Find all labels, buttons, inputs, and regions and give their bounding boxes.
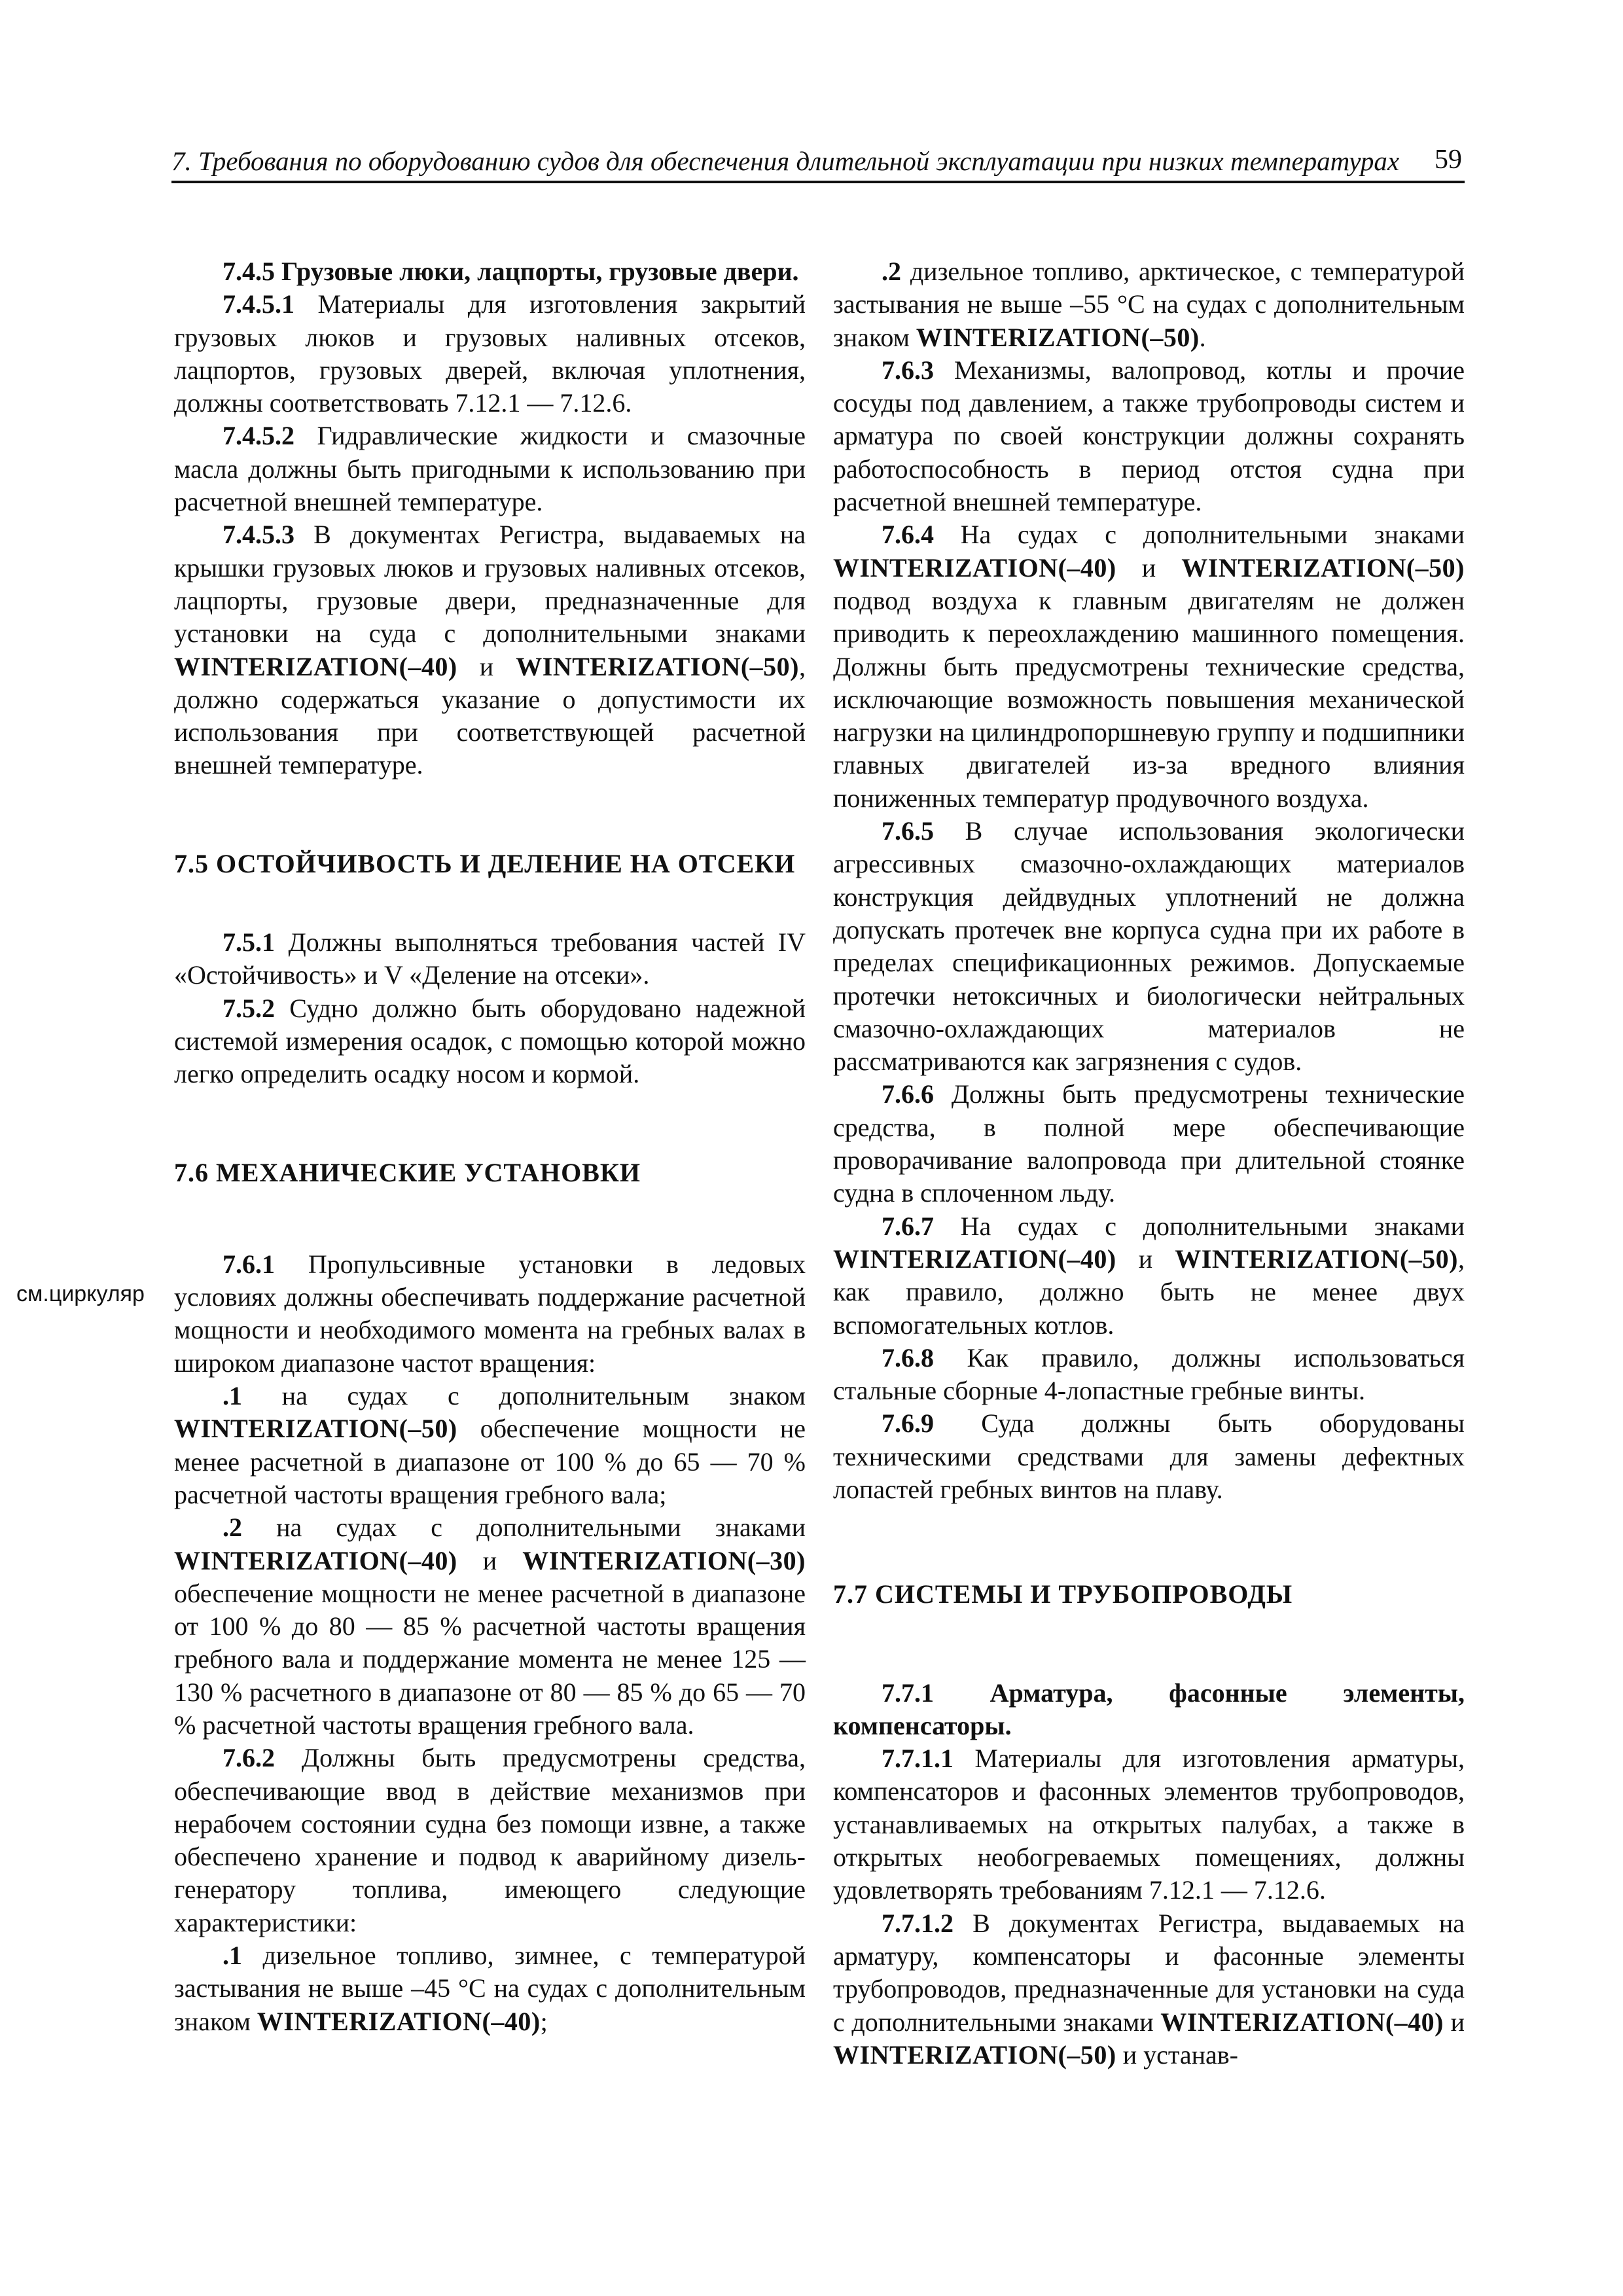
- right-column: [833, 255, 1465, 2072]
- paragraph-text: Пропульсивные установки в ледовых условиях должны обеспечивать поддержание расчетной мощности и необходимого момента на гребных валах в широком диапазоне частот вращения:: [174, 1249, 806, 1378]
- item-number: .1: [223, 1381, 242, 1411]
- paragraph-number: 7.6.7: [882, 1211, 934, 1241]
- paragraph-7-6-9: [833, 1407, 1465, 1506]
- section-heading-7-6: 7.6 МЕХАНИЧЕСКИЕ УСТАНОВКИ: [174, 1157, 641, 1187]
- margin-note-circular: см.циркуляр: [16, 1282, 145, 1306]
- paragraph-number: 7.6.5: [882, 816, 934, 846]
- paragraph-7-6-7: [833, 1210, 1465, 1342]
- paragraph-text: , должно содержаться указание о допустимости их использования при соответствующей расчетной внешней температуре.: [174, 651, 806, 780]
- paragraph-text: обеспечение мощности не менее расчетной в диапазоне от 100 % до 80 — 85 % расчетной частоты вращения гребного вала и поддержание момента не менее 125 — 130 % расчетного в диапазоне от 80 — 85 % до 65 — 70 % расчетной частоты вращения гребного вала.: [174, 1578, 806, 1740]
- class-notation: WINTERIZATION(–50): [1181, 552, 1465, 583]
- paragraph-7-6-4: [833, 518, 1465, 815]
- paragraph-7-6-5: [833, 815, 1465, 1078]
- paragraph-7-4-5-2: [174, 420, 806, 518]
- paragraph-text: На судах с дополнительными знаками: [934, 1211, 1465, 1241]
- class-notation: WINTERIZATION(–50): [833, 2039, 1116, 2070]
- class-notation: WINTERIZATION(–40): [174, 651, 457, 681]
- class-notation: WINTERIZATION(–40): [833, 1244, 1116, 1274]
- section-heading-7-7: 7.7 СИСТЕМЫ И ТРУБОПРОВОДЫ: [833, 1579, 1293, 1609]
- paragraph-number: 7.6.6: [882, 1079, 934, 1109]
- paragraph-text: обеспечение мощности не менее расчетной в диапазоне от 100 % до 65 — 70 % расчетной частоты вращения гребного вала;: [174, 1414, 806, 1509]
- paragraph-7-6-1: [174, 1248, 806, 1380]
- paragraph-7-6-6: [833, 1078, 1465, 1210]
- paragraph-7-6-1-item-1: [174, 1380, 806, 1511]
- paragraph-text: Гидравлические жидкости и смазочные масла должны быть пригодными к использованию при расчетной внешней температуре.: [174, 421, 806, 517]
- paragraph-number: 7.6.1: [223, 1249, 275, 1279]
- paragraph-text: ;: [540, 2006, 548, 2036]
- paragraph-text: В документах Регистра, выдаваемых на крышки грузовых люков и грузовых наливных отсеков, лацпорты, грузовые двери, предназначенные для установки на суда с дополнительными знаками: [174, 520, 806, 649]
- paragraph-number: 7.5.2: [223, 993, 275, 1023]
- paragraph-text: и устанав-: [1116, 2039, 1238, 2070]
- paragraph-7-7-1-1: [833, 1742, 1465, 1907]
- paragraph-text: Материалы для изготовления арматуры, компенсаторов и фасонных элементов трубопроводов, устанавливаемых на открытых палубах, а также в открытых необогреваемых помещениях, должны удовлетворять требованиям 7.12.1 — 7.12.6.: [833, 1744, 1465, 1905]
- paragraph-number: 7.6.4: [882, 520, 934, 550]
- class-notation: WINTERIZATION(–40): [833, 552, 1116, 583]
- paragraph-number: 7.6.2: [223, 1743, 275, 1773]
- class-notation: WINTERIZATION(–30): [522, 1545, 806, 1575]
- paragraph-7-6-1-item-2: [174, 1511, 806, 1742]
- paragraph-text: .: [1199, 322, 1206, 352]
- paragraph-text: В документах Регистра, выдаваемых на арматуру, компенсаторы и фасонные элементы трубопроводов, предназначенные для установки на суда с дополнительными знаками: [833, 1908, 1465, 2037]
- paragraph-text: и: [1116, 552, 1182, 583]
- paragraph-7-6-2: [174, 1742, 806, 1939]
- paragraph-7-6-8: [833, 1342, 1465, 1408]
- item-number: .2: [882, 257, 901, 286]
- paragraph-text: , как правило, должно быть не менее двух вспомогательных котлов.: [833, 1244, 1465, 1340]
- paragraph-number: 7.6.8: [882, 1342, 934, 1372]
- paragraph-text: Суда должны быть оборудованы техническими средствами для замены дефектных лопастей гребных винтов на плаву.: [833, 1408, 1465, 1504]
- paragraph-text: дизельное топливо, зимнее, с температурой застывания не выше –45 °С на судах с дополнительным знаком: [174, 1941, 806, 2036]
- paragraph-text: и: [457, 1545, 523, 1575]
- paragraph-text: Должны выполняться требования частей IV «Остойчивость» и V «Деление на отсеки».: [174, 927, 806, 990]
- paragraph-text: на судах с дополнительным знаком: [242, 1381, 806, 1411]
- paragraph-text: и: [1444, 2007, 1465, 2037]
- class-notation: WINTERIZATION(–50): [1175, 1244, 1458, 1274]
- paragraph-text: Как правило, должны использоваться стальные сборные 4-лопастные гребные винты.: [833, 1342, 1465, 1406]
- class-notation: WINTERIZATION(–50): [516, 651, 799, 681]
- left-column: [174, 255, 806, 2038]
- paragraph-number: 7.5.1: [223, 927, 275, 958]
- paragraph-text: подвод воздуха к главным двигателям не должен приводить к переохлаждению машинного помещения. Должны быть предусмотрены технические средства, исключающие возможность повышения механической нагрузки на цилиндропоршневую группу и подшипники главных двигателей из-за вредного влияния пониженных температур продувочного воздуха.: [833, 585, 1465, 813]
- paragraph-number: 7.6.3: [882, 355, 934, 385]
- section-heading-7-5: 7.5 ОСТОЙЧИВОСТЬ И ДЕЛЕНИЕ НА ОТСЕКИ: [174, 848, 796, 878]
- paragraph-text: и: [1116, 1244, 1175, 1274]
- class-notation: WINTERIZATION(–50): [916, 322, 1200, 352]
- paragraph-7-6-3: [833, 354, 1465, 518]
- paragraph-number: 7.6.9: [882, 1408, 934, 1439]
- page-number: 59: [1435, 145, 1462, 175]
- paragraph-text: Должны быть предусмотрены технические средства, в полной мере обеспечивающие проворачивание валопровода при длительной стоянке судна в сплоченном льду.: [833, 1079, 1465, 1208]
- paragraph-text: Судно должно быть оборудовано надежной системой измерения осадок, с помощью которой можно легко определить осадку носом и кормой.: [174, 993, 806, 1089]
- paragraph-7-4-5-3: [174, 518, 806, 781]
- class-notation: WINTERIZATION(–40): [257, 2006, 541, 2036]
- paragraph-text: На судах с дополнительными знаками: [934, 520, 1465, 550]
- paragraph-number: 7.7.1.1: [882, 1744, 954, 1774]
- section-title-7-7-1: 7.7.1 Арматура, фасонные элементы, компенсаторы.: [833, 1677, 1465, 1740]
- class-notation: WINTERIZATION(–40): [174, 1545, 457, 1575]
- class-notation: WINTERIZATION(–40): [1160, 2007, 1444, 2037]
- paragraph-text: на судах с дополнительными знаками: [242, 1513, 806, 1543]
- paragraph-text: и: [457, 651, 516, 681]
- paragraph-7-5-2: [174, 992, 806, 1091]
- item-number: .1: [223, 1941, 242, 1971]
- paragraph-7-5-1: [174, 926, 806, 992]
- paragraph-7-7-1-2: [833, 1907, 1465, 2072]
- item-number: .2: [223, 1513, 242, 1543]
- paragraph-number: 7.4.5.3: [223, 520, 294, 550]
- paragraph-text: В случае использования экологически агрессивных смазочно-охлаждающих материалов конструкция дейдвудных уплотнений не должна допускать протечек вне корпуса судна при их работе в пределах спецификационных режимов. Допускаемые протечки нетоксичных и биологически нейтральных смазочно-охлаждающих материалов не рассматриваются как загрязнения с судов.: [833, 816, 1465, 1077]
- paragraph-7-6-2-item-1: [174, 1939, 806, 2038]
- paragraph-7-6-2-item-2: [833, 255, 1465, 354]
- paragraph-7-4-5-1: [174, 288, 806, 420]
- paragraph-text: Материалы для изготовления закрытий грузовых люков и грузовых наливных отсеков, лацпортов, грузовых дверей, включая уплотнения, должны соответствовать 7.12.1 — 7.12.6.: [174, 289, 806, 418]
- paragraph-number: 7.4.5.2: [223, 421, 294, 451]
- paragraph-text: Механизмы, валопровод, котлы и прочие сосуды под давлением, а также трубопроводы систем и арматура по своей конструкции должны сохранять работоспособность в период отстоя судна при расчетной внешней температуре.: [833, 355, 1465, 517]
- running-header-title: 7. Требования по оборудованию судов для обеспечения длительной эксплуатации при низких температурах: [171, 146, 1400, 176]
- paragraph-number: 7.7.1.2: [882, 1908, 954, 1938]
- paragraph-text: Должны быть предусмотрены средства, обеспечивающие ввод в действие механизмов при нерабочем состоянии судна без помощи извне, а также обеспечено хранение и подвод к аварийному дизель-генератору топлива, имеющего следующие характеристики:: [174, 1743, 806, 1937]
- running-header: [171, 139, 1465, 183]
- class-notation: WINTERIZATION(–50): [174, 1414, 457, 1444]
- section-title-7-4-5: 7.4.5 Грузовые люки, лацпорты, грузовые двери.: [223, 257, 799, 286]
- paragraph-text: дизельное топливо, арктическое, с температурой застывания не выше –55 °С на судах с дополнительным знаком: [833, 257, 1465, 352]
- paragraph-number: 7.4.5.1: [223, 289, 294, 319]
